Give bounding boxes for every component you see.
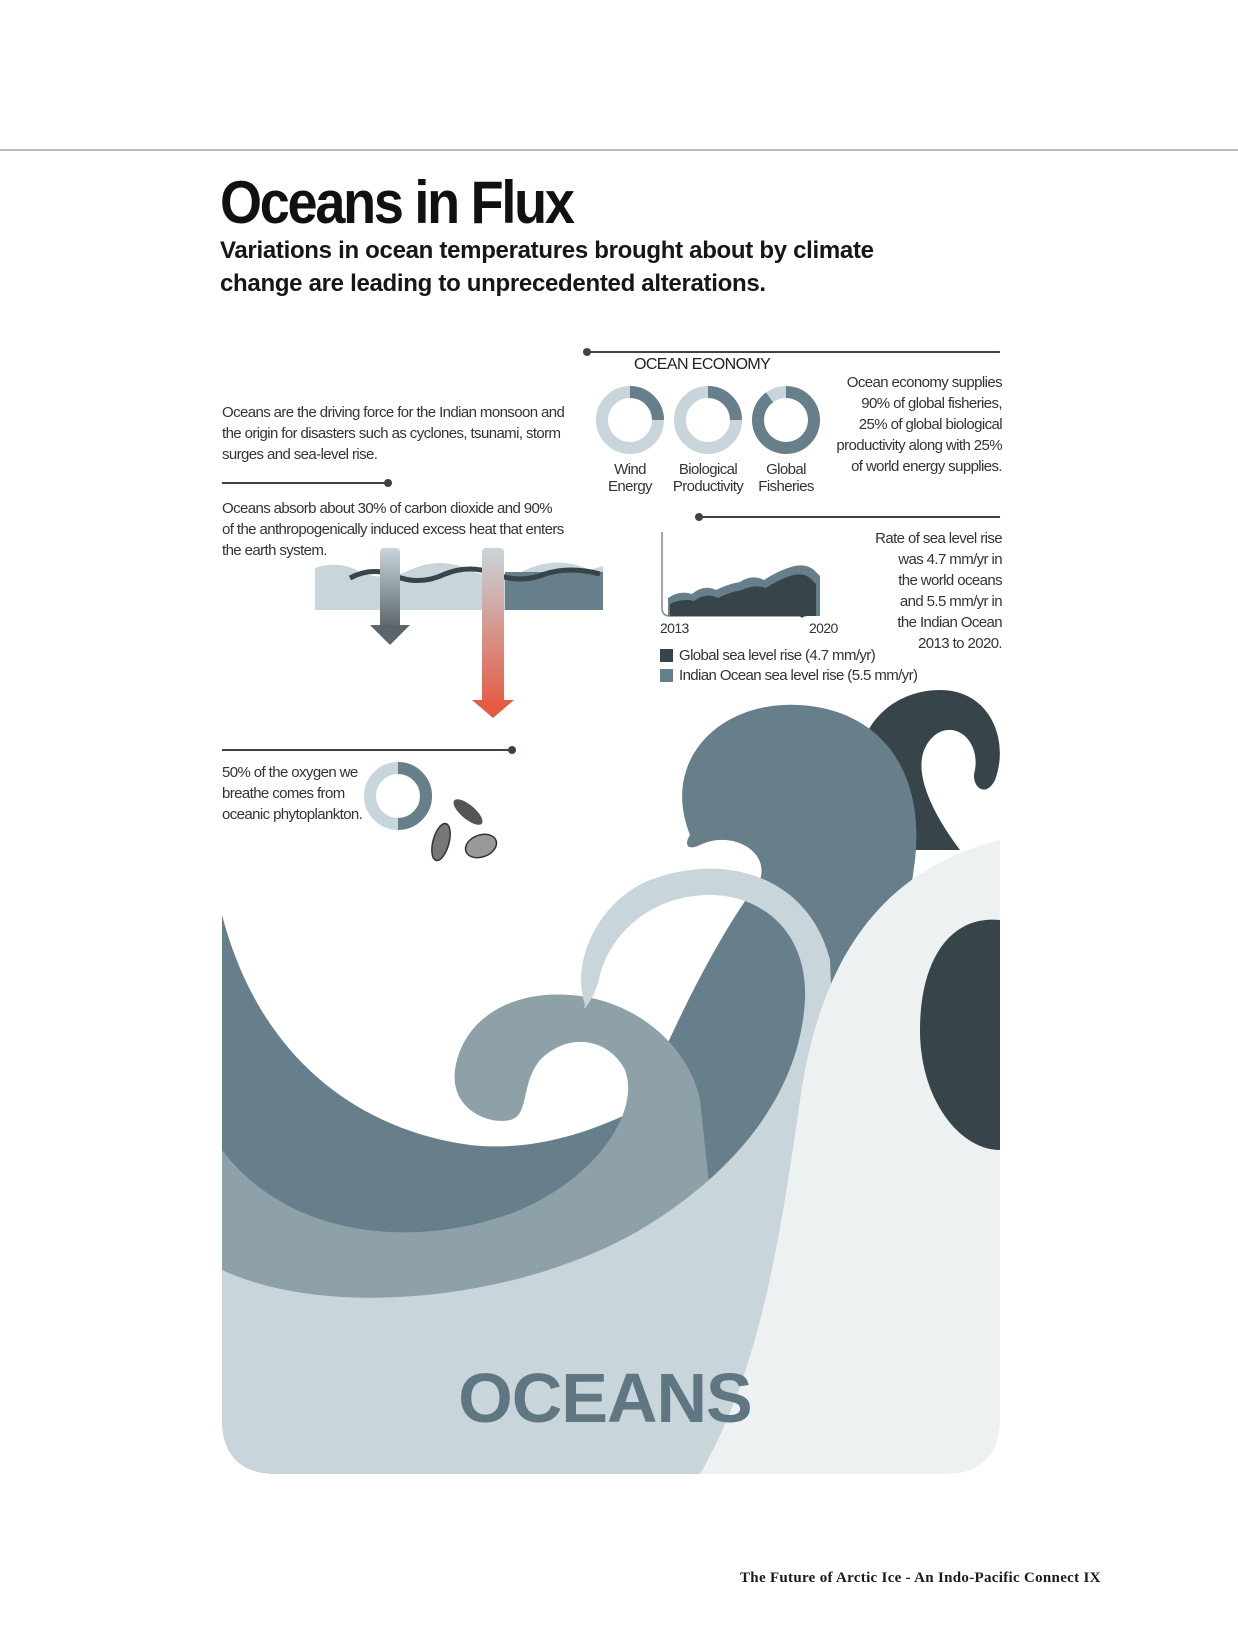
legend-label: Global sea level rise (4.7 mm/yr): [679, 646, 876, 664]
donut-label-line: Fisheries: [758, 478, 814, 495]
sea-level-note-line: Rate of sea level rise: [875, 530, 1002, 547]
economy-rule: [586, 351, 1000, 353]
oxygen-fact-line: 50% of the oxygen we: [222, 764, 358, 781]
donut-label-line: Global: [766, 461, 806, 478]
sea-level-note-line: the world oceans: [898, 572, 1002, 589]
oxygen-donut-arc: [398, 768, 426, 824]
legend-swatch: [660, 649, 673, 662]
monsoon-fact-line: the origin for disasters such as cyclones, tsunami, storm: [222, 425, 561, 442]
donut-share-arc: [708, 392, 736, 420]
divider-dot: [384, 479, 392, 487]
economy-note-line: 25% of global biological: [858, 416, 1002, 433]
donut-label-line: Wind: [614, 461, 646, 478]
oxygen-fact-line: breathe comes from: [222, 785, 345, 802]
carbon-fact-line: Oceans absorb about 30% of carbon dioxide and 90%: [222, 500, 553, 517]
economy-donut-0: [592, 382, 668, 495]
page-title: Oceans in Flux: [220, 169, 573, 236]
ocean-economy-heading: OCEAN ECONOMY: [634, 356, 771, 373]
sea-level-rule-dot: [695, 513, 703, 521]
sea-level-note-line: and 5.5 mm/yr in: [899, 593, 1002, 610]
monsoon-fact: [222, 402, 582, 465]
legend-swatch: [660, 669, 673, 682]
oxygen-donut: [362, 760, 434, 832]
oceans-word: OCEANS: [458, 1359, 752, 1437]
sea-level-note-line: 2013 to 2020.: [918, 635, 1002, 652]
phytoplankton-icon: [428, 795, 499, 862]
page-footer: The Future of Arctic Ice - An Indo-Pacific Connect IX: [740, 1570, 1101, 1586]
donut-label: [592, 461, 668, 495]
donut-chart: [592, 382, 668, 458]
donut-label-line: Biological: [678, 461, 738, 478]
economy-note-line: Ocean economy supplies: [846, 374, 1002, 391]
carbon-heat-fact: [222, 498, 582, 561]
monsoon-fact-line: Oceans are the driving force for the Indian monsoon and: [222, 404, 565, 421]
economy-note-line: productivity along with 25%: [836, 437, 1002, 454]
donut-label-line: Productivity: [672, 478, 744, 495]
legend-item-indian: [660, 665, 917, 685]
oxygen-fact: [222, 762, 372, 825]
subtitle-line-2: change are leading to unprecedented alterations.: [220, 270, 766, 297]
donut-share-arc: [758, 392, 814, 448]
economy-rule-dot: [583, 348, 591, 356]
carbon-fact-line: the earth system.: [222, 542, 327, 559]
donut-share-arc: [630, 392, 658, 420]
sea-level-rule: [698, 516, 1000, 518]
carbon-fact-line: of the anthropogenically induced excess heat that enters: [222, 521, 564, 538]
sea-level-note-line: was 4.7 mm/yr in: [898, 551, 1002, 568]
sea-level-note-line: the Indian Ocean: [897, 614, 1002, 631]
economy-donut-1: [670, 382, 746, 495]
heat-arrow-shaft: [482, 548, 504, 706]
economy-note: [810, 372, 1002, 477]
sea-level-chart: [656, 528, 846, 620]
donut-label-line: Energy: [608, 478, 652, 495]
divider-line: [222, 482, 388, 484]
axis-end-label: 2020: [809, 620, 838, 636]
economy-note-line: 90% of global fisheries,: [861, 395, 1002, 412]
axis-start-label: 2013: [660, 620, 689, 636]
sea-level-note: [840, 528, 1002, 654]
divider-line: [222, 749, 512, 751]
donut-label: [670, 461, 746, 495]
co2-arrow-head: [370, 625, 410, 645]
heat-arrow-head: [472, 700, 514, 718]
subtitle-line-1: Variations in ocean temperatures brought about by climate: [220, 237, 874, 264]
oxygen-fact-line: oceanic phytoplankton.: [222, 806, 363, 823]
donut-chart: [670, 382, 746, 458]
monsoon-fact-line: surges and sea-level rise.: [222, 446, 378, 463]
divider-dot: [508, 746, 516, 754]
economy-note-line: of world energy supplies.: [851, 458, 1002, 475]
legend-label: Indian Ocean sea level rise (5.5 mm/yr): [679, 666, 918, 684]
